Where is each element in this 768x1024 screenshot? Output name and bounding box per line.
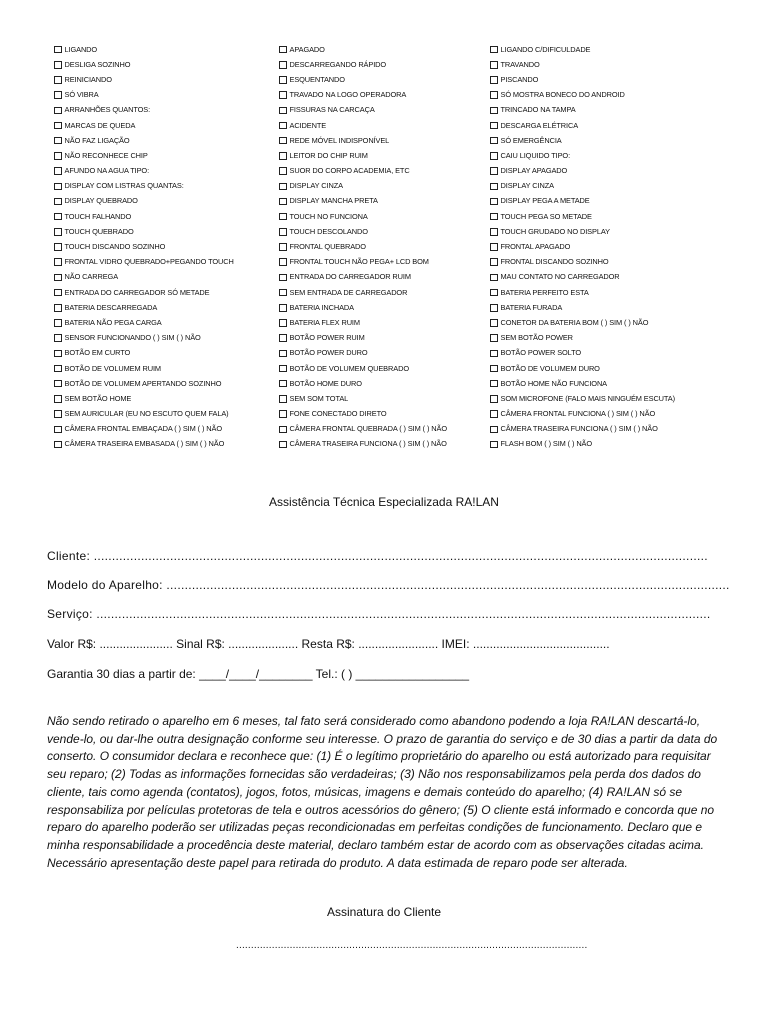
- checklist-item[interactable]: [54, 239, 274, 254]
- checklist-item-label: ARRANHÕES QUANTOS:: [64, 105, 151, 115]
- checklist-item-label: BOTÃO HOME NÃO FUNCIONA: [500, 378, 608, 388]
- checklist-item-label: TOUCH FALHANDO: [64, 211, 132, 221]
- checklist-item-label: TOUCH DESCOLANDO: [289, 226, 368, 236]
- checklist-item-label: REDE MÓVEL INDISPONÍVEL: [289, 135, 390, 145]
- checklist-item[interactable]: [54, 179, 274, 194]
- checklist-item-label: SEM BOTÃO HOME: [64, 393, 132, 403]
- checklist-item-label: ESQUENTANDO: [289, 74, 345, 84]
- checklist-item-label: CAIU LIQUIDO TIPO:: [500, 150, 571, 160]
- checklist-item[interactable]: [490, 57, 750, 72]
- checklist-item[interactable]: [279, 331, 485, 346]
- checklist-item[interactable]: [490, 133, 750, 148]
- checklist-column-1: [54, 42, 274, 452]
- checkbox[interactable]: [54, 289, 62, 297]
- checklist-item[interactable]: [490, 209, 750, 224]
- checkbox[interactable]: [490, 46, 498, 54]
- checklist-item[interactable]: [54, 224, 274, 239]
- checkbox[interactable]: [490, 122, 498, 130]
- checklist-item[interactable]: [279, 285, 485, 300]
- checkbox[interactable]: [54, 304, 62, 312]
- checkbox[interactable]: [279, 198, 287, 206]
- checkbox[interactable]: [54, 137, 62, 145]
- checklist-item-label: CÂMERA FRONTAL FUNCIONA ( ) SIM ( ) NÃO: [500, 409, 656, 419]
- checkbox[interactable]: [279, 274, 287, 282]
- checkbox[interactable]: [490, 319, 498, 327]
- checklist-item-label: BATERIA FLEX RUIM: [289, 317, 360, 327]
- checklist-item-label: SEM BOTÃO POWER: [500, 333, 573, 343]
- checklist-item-label: DESCARGA ELÉTRICA: [500, 120, 579, 130]
- checkbox[interactable]: [54, 198, 62, 206]
- checklist-item-label: BOTÃO EM CURTO: [64, 348, 131, 358]
- checkbox[interactable]: [279, 350, 287, 358]
- checkbox[interactable]: [279, 380, 287, 388]
- checklist-column-3: [490, 42, 750, 452]
- checkbox[interactable]: [279, 137, 287, 145]
- checklist-item-label: FONE CONECTADO DIRETO: [289, 409, 387, 419]
- checkbox[interactable]: [54, 228, 62, 236]
- checklist-item-label: TRAVADO NA LOGO OPERADORA: [289, 90, 407, 100]
- warranty-phone-field[interactable]: Garantia 30 dias a partir de: ____/____/________ Tel.: ( ) _________________: [47, 667, 470, 681]
- checklist-item-label: SÓ VIBRA: [64, 90, 99, 100]
- checklist-item[interactable]: [54, 42, 274, 57]
- checkbox[interactable]: [490, 183, 498, 191]
- checklist-item[interactable]: [279, 422, 485, 437]
- checkbox[interactable]: [279, 334, 287, 342]
- service-field[interactable]: Serviço: .........................................................................................................................................................................: [47, 607, 711, 621]
- checklist-item-label: DISPLAY MANCHA PRETA: [289, 196, 378, 206]
- checkbox[interactable]: [54, 91, 62, 99]
- checklist-item-label: BOTÃO DE VOLUMEM DURO: [500, 363, 600, 373]
- checkbox[interactable]: [54, 350, 62, 358]
- checkbox[interactable]: [490, 198, 498, 206]
- checkbox[interactable]: [279, 258, 287, 266]
- checklist-item-label: MARCAS DE QUEDA: [64, 120, 136, 130]
- checkbox[interactable]: [54, 46, 62, 54]
- checklist-item[interactable]: [54, 361, 274, 376]
- checklist-item-label: FRONTAL TOUCH NÃO PEGA+ LCD BOM: [289, 257, 429, 267]
- checklist-item[interactable]: [490, 407, 750, 422]
- checklist-item-label: FISSURAS NA CARCAÇA: [289, 105, 375, 115]
- checklist-item-label: DISPLAY COM LISTRAS QUANTAS:: [64, 181, 184, 191]
- checkbox[interactable]: [490, 243, 498, 251]
- checklist-item-label: FRONTAL VIDRO QUEBRADO+PEGANDO TOUCH: [64, 257, 234, 267]
- checkbox[interactable]: [279, 426, 287, 434]
- checklist-item-label: BOTÃO POWER SOLTO: [500, 348, 582, 358]
- checkbox[interactable]: [54, 334, 62, 342]
- checklist-item[interactable]: [54, 346, 274, 361]
- checklist-column-2: [279, 42, 485, 452]
- checklist-item-label: TOUCH DISCANDO SOZINHO: [64, 242, 166, 252]
- client-field[interactable]: Cliente: .........................................................................................................................................................................: [47, 549, 708, 563]
- checklist-item[interactable]: [490, 164, 750, 179]
- signature-line[interactable]: ......................................................................................................................: [236, 940, 588, 951]
- checklist-item[interactable]: [54, 300, 274, 315]
- checklist-item[interactable]: [54, 391, 274, 406]
- checklist-item-label: DISPLAY PEGA A METADE: [500, 196, 590, 206]
- checkbox[interactable]: [279, 61, 287, 69]
- checklist-item-label: PISCANDO: [500, 74, 539, 84]
- device-model-field[interactable]: Modelo do Aparelho: ...........................................................................................................................................................: [47, 578, 730, 592]
- checklist-item-label: LIGANDO C/DIFICULDADE: [500, 44, 591, 54]
- checklist-item-label: CÂMERA TRASEIRA EMBASADA ( ) SIM ( ) NÃO: [64, 439, 225, 449]
- checkbox[interactable]: [490, 426, 498, 434]
- checklist-item-label: BOTÃO POWER RUIM: [289, 333, 365, 343]
- checkbox[interactable]: [54, 380, 62, 388]
- checklist-item[interactable]: [490, 346, 750, 361]
- checklist-item-label: SUOR DO CORPO ACADEMIA, ETC: [289, 166, 410, 176]
- checkbox[interactable]: [279, 152, 287, 160]
- checkbox[interactable]: [54, 365, 62, 373]
- checkbox[interactable]: [279, 122, 287, 130]
- checkbox[interactable]: [54, 410, 62, 418]
- checkbox[interactable]: [490, 107, 498, 115]
- checklist-item-label: BATERIA INCHADA: [289, 302, 354, 312]
- checkbox[interactable]: [279, 304, 287, 312]
- checklist-item-label: CÂMERA TRASEIRA FUNCIONA ( ) SIM ( ) NÃO: [500, 424, 658, 434]
- checklist-item-label: LEITOR DO CHIP RUIM: [289, 150, 368, 160]
- checklist-item-label: SÓ MOSTRA BONECO DO ANDROID: [500, 90, 625, 100]
- checkbox[interactable]: [54, 274, 62, 282]
- checkbox[interactable]: [490, 441, 498, 449]
- checklist-item[interactable]: [54, 255, 274, 270]
- terms-paragraph: Não sendo retirado o aparelho em 6 meses, tal fato será considerado como abandono podendo a loja RA!LAN descartá-lo, vende-lo, ou dar-lhe outra designação conforme seu interesse. O prazo de garantia do serviço e de 30 dias a partir da data do conserto. O consumidor declara e reconhece que: (1) É o legítimo proprietário do aparelho ou está autorizado para requisitar seu reparo; (2) Todas as informações fornecidas são verdadeiras; (3) Não nos responsabilizamos pela perda dos dados do cliente, tais como agenda (contatos), jogos, fotos, músicas, imagens e demais conteúdo do aparelho; (4) RA!LAN só se responsabiliza por películas protetoras de tela e outros acessórios do gênero; (5) O cliente está informado e concorda que no reparo do aparelho poderão ser utilizadas peças recondicionadas em perfeitas condições de funcionamento. Declaro que e minha responsabilidade a procedência deste material, declaro também estar de acordo com as observações citadas acima. Necessário apresentação deste papel para retirada do produto. A data estimada de reparo pode ser alterada.: [47, 714, 718, 870]
- checklist-item[interactable]: [490, 315, 750, 330]
- checklist-item[interactable]: [54, 422, 274, 437]
- checkbox[interactable]: [279, 289, 287, 297]
- checkbox[interactable]: [490, 365, 498, 373]
- checkbox[interactable]: [54, 107, 62, 115]
- checklist-item-label: CONETOR DA BATERIA BOM ( ) SIM ( ) NÃO: [500, 317, 649, 327]
- checklist-item-label: BATERIA NÃO PEGA CARGA: [64, 317, 162, 327]
- checklist-item[interactable]: [54, 437, 274, 452]
- checkbox[interactable]: [279, 441, 287, 449]
- checkbox[interactable]: [279, 167, 287, 175]
- checkbox[interactable]: [54, 395, 62, 403]
- checklist-item[interactable]: [279, 194, 485, 209]
- checklist-item-label: SEM SOM TOTAL: [289, 393, 349, 403]
- checklist-item[interactable]: [54, 331, 274, 346]
- checkbox[interactable]: [54, 426, 62, 434]
- checklist-item[interactable]: [490, 391, 750, 406]
- checkbox[interactable]: [490, 152, 498, 160]
- checklist-item[interactable]: [490, 148, 750, 163]
- checklist-item-label: DISPLAY QUEBRADO: [64, 196, 138, 206]
- checkbox[interactable]: [54, 122, 62, 130]
- checklist-item[interactable]: [279, 72, 485, 87]
- checkbox[interactable]: [490, 380, 498, 388]
- checklist-item[interactable]: [279, 57, 485, 72]
- checklist-item-label: TOUCH QUEBRADO: [64, 226, 134, 236]
- checklist-item[interactable]: [279, 315, 485, 330]
- checkbox[interactable]: [279, 395, 287, 403]
- checkbox[interactable]: [54, 167, 62, 175]
- checklist-item[interactable]: [279, 179, 485, 194]
- checklist-item-label: SEM AURICULAR (EU NO ESCUTO QUEM FALA): [64, 409, 229, 419]
- checklist-item-label: DISPLAY CINZA: [289, 181, 343, 191]
- checklist-item[interactable]: [54, 407, 274, 422]
- checklist-item[interactable]: [490, 239, 750, 254]
- checklist-item[interactable]: [490, 300, 750, 315]
- checklist-item-label: BOTÃO DE VOLUMEM RUIM: [64, 363, 161, 373]
- checklist-item-label: SOM MICROFONE (FALO MAIS NINGUÉM ESCUTA): [500, 393, 675, 403]
- checkbox[interactable]: [490, 274, 498, 282]
- checklist-item-label: ENTRADA DO CARREGADOR SÓ METADE: [64, 287, 210, 297]
- checklist-item[interactable]: [490, 42, 750, 57]
- checklist-item[interactable]: [54, 88, 274, 103]
- checkbox[interactable]: [490, 395, 498, 403]
- checkbox[interactable]: [54, 243, 62, 251]
- checklist-item[interactable]: [490, 285, 750, 300]
- checkbox[interactable]: [54, 319, 62, 327]
- signature-label: Assinatura do Cliente: [326, 905, 442, 919]
- checklist-item[interactable]: [54, 194, 274, 209]
- checkbox[interactable]: [490, 334, 498, 342]
- checklist-item-label: TOUCH NO FUNCIONA: [289, 211, 368, 221]
- checkbox[interactable]: [490, 213, 498, 221]
- checklist-item[interactable]: [54, 285, 274, 300]
- checklist-item-label: SEM ENTRADA DE CARREGADOR: [289, 287, 408, 297]
- checklist-item[interactable]: [279, 148, 485, 163]
- checklist-item[interactable]: [490, 361, 750, 376]
- checklist-item-label: TRINCADO NA TAMPA: [500, 105, 576, 115]
- checklist-item[interactable]: [54, 118, 274, 133]
- checklist-item-label: ACIDENTE: [289, 120, 327, 130]
- checklist-item-label: DISPLAY CINZA: [500, 181, 554, 191]
- checklist-item[interactable]: [279, 361, 485, 376]
- checklist-item[interactable]: [490, 88, 750, 103]
- checklist-item[interactable]: [54, 376, 274, 391]
- checklist-item-label: NÃO RECONHECE CHIP: [64, 150, 148, 160]
- checkbox[interactable]: [490, 304, 498, 312]
- checklist-item[interactable]: [279, 407, 485, 422]
- checklist-item[interactable]: [279, 42, 485, 57]
- checkbox[interactable]: [279, 76, 287, 84]
- checklist-item[interactable]: [279, 224, 485, 239]
- checklist-item-label: DISPLAY APAGADO: [500, 166, 568, 176]
- checkbox[interactable]: [490, 137, 498, 145]
- checklist-item[interactable]: [490, 224, 750, 239]
- checklist-item[interactable]: [279, 300, 485, 315]
- checklist-item-label: NÃO CARREGA: [64, 272, 119, 282]
- checklist-item-label: FLASH BOM ( ) SIM ( ) NÃO: [500, 439, 593, 449]
- checkbox[interactable]: [54, 213, 62, 221]
- checklist-item[interactable]: [490, 270, 750, 285]
- checkbox[interactable]: [490, 228, 498, 236]
- checklist-item[interactable]: [279, 239, 485, 254]
- checklist-item[interactable]: [490, 376, 750, 391]
- checkbox[interactable]: [54, 441, 62, 449]
- checklist-item-label: DESLIGA SOZINHO: [64, 59, 131, 69]
- checklist-item-label: FRONTAL QUEBRADO: [289, 242, 366, 252]
- checkbox[interactable]: [54, 76, 62, 84]
- checklist-item-label: BATERIA FURADA: [500, 302, 563, 312]
- checklist-item-label: BATERIA PERFEITO ESTA: [500, 287, 589, 297]
- checkbox[interactable]: [490, 350, 498, 358]
- checklist-item-label: ENTRADA DO CARREGADOR RUIM: [289, 272, 411, 282]
- checklist-item-label: TOUCH GRUDADO NO DISPLAY: [500, 226, 610, 236]
- checklist-item[interactable]: [54, 164, 274, 179]
- checklist-item[interactable]: [279, 255, 485, 270]
- checklist-item[interactable]: [490, 194, 750, 209]
- checkbox[interactable]: [279, 319, 287, 327]
- checklist-item-label: AFUNDO NA AGUA TIPO:: [64, 166, 150, 176]
- checkbox[interactable]: [279, 243, 287, 251]
- checklist-item[interactable]: [54, 148, 274, 163]
- checklist-item-label: MAU CONTATO NO CARREGADOR: [500, 272, 620, 282]
- checklist-item[interactable]: [490, 118, 750, 133]
- checklist-item-label: DESCARREGANDO RÁPIDO: [289, 59, 387, 69]
- checklist-item[interactable]: [490, 331, 750, 346]
- checklist-item-label: BATERIA DESCARREGADA: [64, 302, 158, 312]
- checklist-item-label: NÃO FAZ LIGAÇÃO: [64, 135, 130, 145]
- checklist-item[interactable]: [279, 270, 485, 285]
- checklist-item[interactable]: [490, 255, 750, 270]
- checkbox[interactable]: [490, 167, 498, 175]
- values-imei-field[interactable]: Valor R$: ...................... Sinal R$: ..................... Resta R$: ........................ IMEI: .........................................: [47, 637, 610, 651]
- checklist-item[interactable]: [54, 133, 274, 148]
- checklist-item-label: BOTÃO HOME DURO: [289, 378, 362, 388]
- checklist-item[interactable]: [54, 57, 274, 72]
- checklist-item[interactable]: [279, 133, 485, 148]
- checklist-item[interactable]: [54, 315, 274, 330]
- checklist-item-label: CÂMERA TRASEIRA FUNCIONA ( ) SIM ( ) NÃO: [289, 439, 447, 449]
- checklist-item[interactable]: [490, 103, 750, 118]
- checklist-item-label: BOTÃO DE VOLUMEM QUEBRADO: [289, 363, 409, 373]
- checklist-item[interactable]: [54, 72, 274, 87]
- checklist-item-label: APAGADO: [289, 44, 325, 54]
- checkbox[interactable]: [490, 76, 498, 84]
- checklist-item[interactable]: [54, 209, 274, 224]
- checkbox[interactable]: [279, 183, 287, 191]
- checklist-item-label: SENSOR FUNCIONANDO ( ) SIM ( ) NÃO: [64, 333, 201, 343]
- checklist-item[interactable]: [54, 103, 274, 118]
- checkbox[interactable]: [54, 152, 62, 160]
- checklist-item[interactable]: [279, 118, 485, 133]
- checklist-item-label: BOTÃO DE VOLUMEM APERTANDO SOZINHO: [64, 378, 222, 388]
- checklist-item-label: CÂMERA FRONTAL QUEBRADA ( ) SIM ( ) NÃO: [289, 424, 447, 434]
- checkbox[interactable]: [279, 91, 287, 99]
- checkbox[interactable]: [279, 107, 287, 115]
- checklist-item-label: TRAVANDO: [500, 59, 540, 69]
- checkbox[interactable]: [279, 410, 287, 418]
- document-title: Assistência Técnica Especializada RA!LAN: [269, 495, 499, 509]
- checkbox[interactable]: [279, 228, 287, 236]
- checkbox[interactable]: [279, 46, 287, 54]
- checkbox[interactable]: [490, 410, 498, 418]
- checklist-item-label: FRONTAL DISCANDO SOZINHO: [500, 257, 609, 267]
- checkbox[interactable]: [279, 213, 287, 221]
- checkbox[interactable]: [54, 61, 62, 69]
- checklist-item[interactable]: [279, 103, 485, 118]
- checklist-item[interactable]: [279, 164, 485, 179]
- checklist-item[interactable]: [279, 391, 485, 406]
- checklist-item[interactable]: [54, 270, 274, 285]
- checkbox[interactable]: [54, 258, 62, 266]
- checklist-item[interactable]: [490, 437, 750, 452]
- checklist-item-label: SÓ EMERGÊNCIA: [500, 135, 562, 145]
- checklist-item-label: TOUCH PEGA SO METADE: [500, 211, 592, 221]
- checklist-item[interactable]: [490, 422, 750, 437]
- checklist-item[interactable]: [279, 376, 485, 391]
- checklist-item-label: BOTÃO POWER DURO: [289, 348, 368, 358]
- checkbox[interactable]: [490, 91, 498, 99]
- checklist-item[interactable]: [279, 88, 485, 103]
- checkbox[interactable]: [490, 258, 498, 266]
- checklist-item-label: LIGANDO: [64, 44, 98, 54]
- checklist-item[interactable]: [490, 72, 750, 87]
- checklist-item[interactable]: [490, 179, 750, 194]
- checklist-item[interactable]: [279, 346, 485, 361]
- checklist-item[interactable]: [279, 437, 485, 452]
- checkbox[interactable]: [279, 365, 287, 373]
- checklist-item-label: CÂMERA FRONTAL EMBAÇADA ( ) SIM ( ) NÃO: [64, 424, 222, 434]
- checkbox[interactable]: [54, 183, 62, 191]
- checkbox[interactable]: [490, 289, 498, 297]
- checkbox[interactable]: [490, 61, 498, 69]
- checklist-item[interactable]: [279, 209, 485, 224]
- checklist-item-label: FRONTAL APAGADO: [500, 242, 571, 252]
- checklist-item-label: REINICIANDO: [64, 74, 112, 84]
